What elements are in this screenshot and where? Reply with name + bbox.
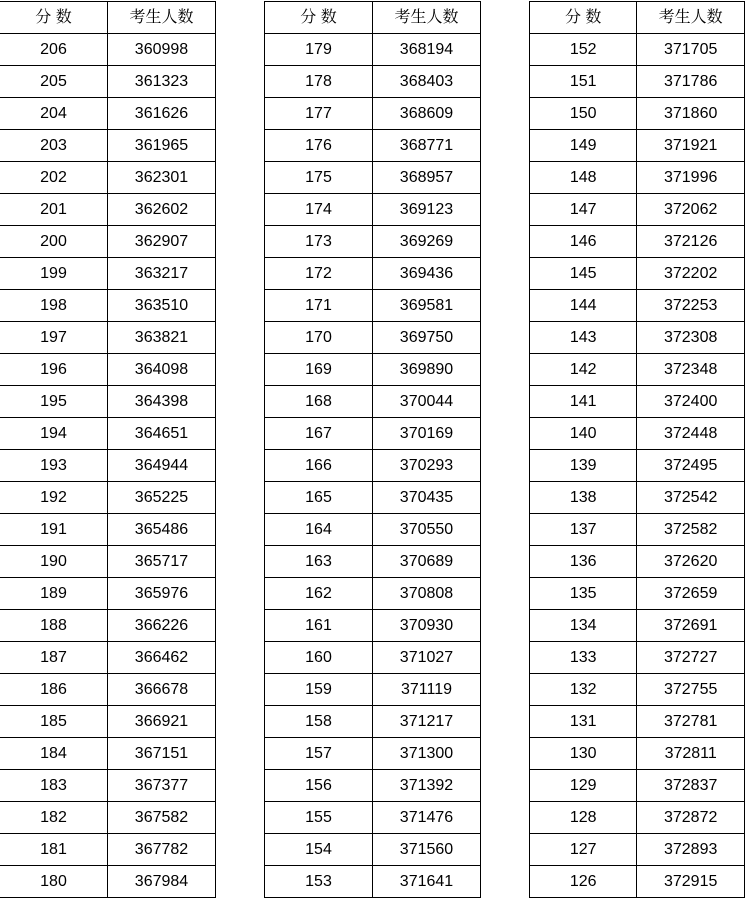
count-cell: 368771 xyxy=(373,130,481,162)
count-cell: 365225 xyxy=(108,482,216,514)
score-cell: 175 xyxy=(265,162,373,194)
count-cell: 372062 xyxy=(637,194,745,226)
count-cell: 367782 xyxy=(108,834,216,866)
table-row xyxy=(265,482,481,514)
count-cell: 365976 xyxy=(108,578,216,610)
score-cell: 149 xyxy=(530,130,637,162)
table-row xyxy=(0,674,216,706)
table-row xyxy=(265,578,481,610)
score-cell: 187 xyxy=(0,642,108,674)
score-cell: 167 xyxy=(265,418,373,450)
count-cell: 371027 xyxy=(373,642,481,674)
score-cell: 133 xyxy=(530,642,637,674)
score-cell: 200 xyxy=(0,226,108,258)
count-cell: 367377 xyxy=(108,770,216,802)
count-cell: 368403 xyxy=(373,66,481,98)
score-cell: 171 xyxy=(265,290,373,322)
score-cell: 159 xyxy=(265,674,373,706)
score-cell: 202 xyxy=(0,162,108,194)
score-cell: 169 xyxy=(265,354,373,386)
score-cell: 180 xyxy=(0,866,108,898)
table-row xyxy=(0,834,216,866)
table-row xyxy=(265,322,481,354)
count-cell: 372448 xyxy=(637,418,745,450)
count-cell: 369123 xyxy=(373,194,481,226)
score-cell: 155 xyxy=(265,802,373,834)
table-row xyxy=(0,322,216,354)
score-cell: 142 xyxy=(530,354,637,386)
score-cell: 134 xyxy=(530,610,637,642)
score-cell: 151 xyxy=(530,66,637,98)
table-row xyxy=(530,866,745,898)
table-row xyxy=(530,130,745,162)
count-cell: 372893 xyxy=(637,834,745,866)
score-cell: 166 xyxy=(265,450,373,482)
table-row xyxy=(265,258,481,290)
count-cell: 367582 xyxy=(108,802,216,834)
score-cell: 162 xyxy=(265,578,373,610)
score-cell: 126 xyxy=(530,866,637,898)
count-cell: 372755 xyxy=(637,674,745,706)
score-cell: 135 xyxy=(530,578,637,610)
table-row xyxy=(530,98,745,130)
score-cell: 141 xyxy=(530,386,637,418)
table-row xyxy=(0,226,216,258)
table-row xyxy=(530,706,745,738)
table-row xyxy=(0,130,216,162)
table-row xyxy=(0,66,216,98)
table-row xyxy=(0,642,216,674)
count-cell: 372915 xyxy=(637,866,745,898)
count-cell: 372659 xyxy=(637,578,745,610)
score-cell: 184 xyxy=(0,738,108,770)
score-cell: 196 xyxy=(0,354,108,386)
table-row xyxy=(265,610,481,642)
table-header-row xyxy=(0,2,216,34)
table-row xyxy=(265,834,481,866)
table-row xyxy=(265,770,481,802)
table-row xyxy=(530,834,745,866)
count-cell: 372691 xyxy=(637,610,745,642)
table-row xyxy=(530,290,745,322)
score-table-3 xyxy=(529,1,745,898)
count-cell: 368609 xyxy=(373,98,481,130)
score-cell: 144 xyxy=(530,290,637,322)
count-cell: 370689 xyxy=(373,546,481,578)
count-cell: 367984 xyxy=(108,866,216,898)
score-cell: 182 xyxy=(0,802,108,834)
table-row xyxy=(0,450,216,482)
count-cell: 371217 xyxy=(373,706,481,738)
table-header-row xyxy=(265,2,481,34)
score-cell: 137 xyxy=(530,514,637,546)
score-cell: 179 xyxy=(265,34,373,66)
score-cell: 152 xyxy=(530,34,637,66)
count-cell: 372308 xyxy=(637,322,745,354)
count-cell: 371392 xyxy=(373,770,481,802)
score-cell: 136 xyxy=(530,546,637,578)
count-cell: 372837 xyxy=(637,770,745,802)
score-cell: 198 xyxy=(0,290,108,322)
table-row xyxy=(265,514,481,546)
table-row xyxy=(0,546,216,578)
table-row xyxy=(265,98,481,130)
score-cell: 205 xyxy=(0,66,108,98)
count-cell: 369581 xyxy=(373,290,481,322)
score-cell: 172 xyxy=(265,258,373,290)
score-cell: 132 xyxy=(530,674,637,706)
table-row xyxy=(265,706,481,738)
table-row xyxy=(265,66,481,98)
count-header: 考生人数 xyxy=(108,2,216,34)
table-row xyxy=(530,770,745,802)
table-row xyxy=(265,226,481,258)
count-cell: 364398 xyxy=(108,386,216,418)
score-cell: 185 xyxy=(0,706,108,738)
score-cell: 158 xyxy=(265,706,373,738)
score-cell: 153 xyxy=(265,866,373,898)
score-cell: 156 xyxy=(265,770,373,802)
table-row xyxy=(0,866,216,898)
score-table-2 xyxy=(264,1,481,898)
count-cell: 372253 xyxy=(637,290,745,322)
table-row xyxy=(265,546,481,578)
count-cell: 366462 xyxy=(108,642,216,674)
count-cell: 363510 xyxy=(108,290,216,322)
table-row xyxy=(265,642,481,674)
score-cell: 176 xyxy=(265,130,373,162)
count-cell: 370550 xyxy=(373,514,481,546)
count-cell: 372542 xyxy=(637,482,745,514)
count-cell: 372811 xyxy=(637,738,745,770)
score-cell: 206 xyxy=(0,34,108,66)
score-cell: 147 xyxy=(530,194,637,226)
count-cell: 371786 xyxy=(637,66,745,98)
score-cell: 170 xyxy=(265,322,373,354)
score-cell: 129 xyxy=(530,770,637,802)
count-cell: 370169 xyxy=(373,418,481,450)
count-cell: 371705 xyxy=(637,34,745,66)
score-cell: 173 xyxy=(265,226,373,258)
count-cell: 372727 xyxy=(637,642,745,674)
table-row xyxy=(0,802,216,834)
table-row xyxy=(0,162,216,194)
count-cell: 372781 xyxy=(637,706,745,738)
table-row xyxy=(0,354,216,386)
table-row xyxy=(530,418,745,450)
table-row xyxy=(530,354,745,386)
count-cell: 365486 xyxy=(108,514,216,546)
score-cell: 138 xyxy=(530,482,637,514)
count-cell: 367151 xyxy=(108,738,216,770)
table-row xyxy=(530,194,745,226)
count-cell: 371860 xyxy=(637,98,745,130)
count-cell: 364651 xyxy=(108,418,216,450)
score-cell: 189 xyxy=(0,578,108,610)
count-cell: 362602 xyxy=(108,194,216,226)
table-row xyxy=(530,162,745,194)
table-row xyxy=(265,866,481,898)
table-row xyxy=(265,418,481,450)
score-cell: 186 xyxy=(0,674,108,706)
score-cell: 193 xyxy=(0,450,108,482)
score-cell: 128 xyxy=(530,802,637,834)
count-cell: 370930 xyxy=(373,610,481,642)
table-row xyxy=(530,674,745,706)
score-cell: 139 xyxy=(530,450,637,482)
count-cell: 369890 xyxy=(373,354,481,386)
table-row xyxy=(265,162,481,194)
count-cell: 363821 xyxy=(108,322,216,354)
score-cell: 143 xyxy=(530,322,637,354)
score-cell: 197 xyxy=(0,322,108,354)
count-cell: 366678 xyxy=(108,674,216,706)
score-cell: 177 xyxy=(265,98,373,130)
count-cell: 371560 xyxy=(373,834,481,866)
table-row xyxy=(265,802,481,834)
score-cell: 190 xyxy=(0,546,108,578)
table-row xyxy=(0,482,216,514)
score-cell: 174 xyxy=(265,194,373,226)
table-row xyxy=(530,450,745,482)
score-cell: 160 xyxy=(265,642,373,674)
table-row xyxy=(530,738,745,770)
count-cell: 364944 xyxy=(108,450,216,482)
table-row xyxy=(265,674,481,706)
score-cell: 181 xyxy=(0,834,108,866)
score-cell: 146 xyxy=(530,226,637,258)
table-row xyxy=(265,34,481,66)
score-cell: 188 xyxy=(0,610,108,642)
table-row xyxy=(0,98,216,130)
table-row xyxy=(0,290,216,322)
count-cell: 368957 xyxy=(373,162,481,194)
table-body xyxy=(0,34,216,898)
count-cell: 369436 xyxy=(373,258,481,290)
table-row xyxy=(530,386,745,418)
count-header: 考生人数 xyxy=(373,2,481,34)
score-table-1 xyxy=(0,1,216,898)
score-cell: 148 xyxy=(530,162,637,194)
table-row xyxy=(0,578,216,610)
score-cell: 165 xyxy=(265,482,373,514)
count-cell: 361323 xyxy=(108,66,216,98)
table-row xyxy=(0,706,216,738)
count-cell: 365717 xyxy=(108,546,216,578)
table-row xyxy=(0,258,216,290)
count-cell: 368194 xyxy=(373,34,481,66)
count-cell: 361626 xyxy=(108,98,216,130)
count-cell: 371476 xyxy=(373,802,481,834)
table-row xyxy=(265,194,481,226)
count-cell: 369750 xyxy=(373,322,481,354)
table-row xyxy=(0,514,216,546)
score-cell: 154 xyxy=(265,834,373,866)
table-row xyxy=(0,194,216,226)
count-cell: 369269 xyxy=(373,226,481,258)
table-row xyxy=(265,450,481,482)
count-cell: 366921 xyxy=(108,706,216,738)
score-cell: 131 xyxy=(530,706,637,738)
table-row xyxy=(265,130,481,162)
score-cell: 191 xyxy=(0,514,108,546)
count-cell: 372495 xyxy=(637,450,745,482)
table-row xyxy=(530,546,745,578)
table-row xyxy=(530,258,745,290)
table-row xyxy=(0,34,216,66)
table-row xyxy=(530,322,745,354)
score-cell: 150 xyxy=(530,98,637,130)
table-row xyxy=(530,610,745,642)
count-cell: 371300 xyxy=(373,738,481,770)
table-row xyxy=(0,418,216,450)
score-header: 分 数 xyxy=(265,2,373,34)
score-cell: 164 xyxy=(265,514,373,546)
table-row xyxy=(265,290,481,322)
score-cell: 127 xyxy=(530,834,637,866)
count-cell: 372582 xyxy=(637,514,745,546)
count-cell: 372348 xyxy=(637,354,745,386)
count-cell: 366226 xyxy=(108,610,216,642)
count-cell: 372202 xyxy=(637,258,745,290)
score-cell: 183 xyxy=(0,770,108,802)
table-row xyxy=(0,610,216,642)
count-cell: 364098 xyxy=(108,354,216,386)
count-cell: 361965 xyxy=(108,130,216,162)
count-cell: 362301 xyxy=(108,162,216,194)
score-cell: 194 xyxy=(0,418,108,450)
score-cell: 204 xyxy=(0,98,108,130)
count-header: 考生人数 xyxy=(637,2,745,34)
score-cell: 192 xyxy=(0,482,108,514)
count-cell: 362907 xyxy=(108,226,216,258)
score-header: 分 数 xyxy=(0,2,108,34)
count-cell: 360998 xyxy=(108,34,216,66)
count-cell: 372126 xyxy=(637,226,745,258)
score-cell: 178 xyxy=(265,66,373,98)
score-cell: 203 xyxy=(0,130,108,162)
count-cell: 370293 xyxy=(373,450,481,482)
table-row xyxy=(530,226,745,258)
table-row xyxy=(0,770,216,802)
score-cell: 195 xyxy=(0,386,108,418)
count-cell: 371641 xyxy=(373,866,481,898)
table-row xyxy=(530,66,745,98)
table-body xyxy=(265,34,481,898)
table-row xyxy=(0,386,216,418)
count-cell: 370435 xyxy=(373,482,481,514)
table-row xyxy=(265,386,481,418)
count-cell: 372620 xyxy=(637,546,745,578)
table-row xyxy=(530,514,745,546)
count-cell: 372400 xyxy=(637,386,745,418)
table-row xyxy=(530,802,745,834)
score-cell: 163 xyxy=(265,546,373,578)
count-cell: 372872 xyxy=(637,802,745,834)
count-cell: 370808 xyxy=(373,578,481,610)
count-cell: 371119 xyxy=(373,674,481,706)
score-cell: 168 xyxy=(265,386,373,418)
score-header: 分 数 xyxy=(530,2,637,34)
table-row xyxy=(530,482,745,514)
score-cell: 140 xyxy=(530,418,637,450)
table-row xyxy=(0,738,216,770)
table-row xyxy=(530,578,745,610)
table-row xyxy=(530,34,745,66)
count-cell: 370044 xyxy=(373,386,481,418)
table-row xyxy=(530,642,745,674)
table-row xyxy=(265,354,481,386)
table-header-row xyxy=(530,2,745,34)
score-cell: 201 xyxy=(0,194,108,226)
score-cell: 130 xyxy=(530,738,637,770)
score-cell: 161 xyxy=(265,610,373,642)
score-cell: 157 xyxy=(265,738,373,770)
count-cell: 363217 xyxy=(108,258,216,290)
table-body xyxy=(530,34,745,898)
score-cell: 199 xyxy=(0,258,108,290)
count-cell: 371921 xyxy=(637,130,745,162)
table-row xyxy=(265,738,481,770)
count-cell: 371996 xyxy=(637,162,745,194)
score-cell: 145 xyxy=(530,258,637,290)
